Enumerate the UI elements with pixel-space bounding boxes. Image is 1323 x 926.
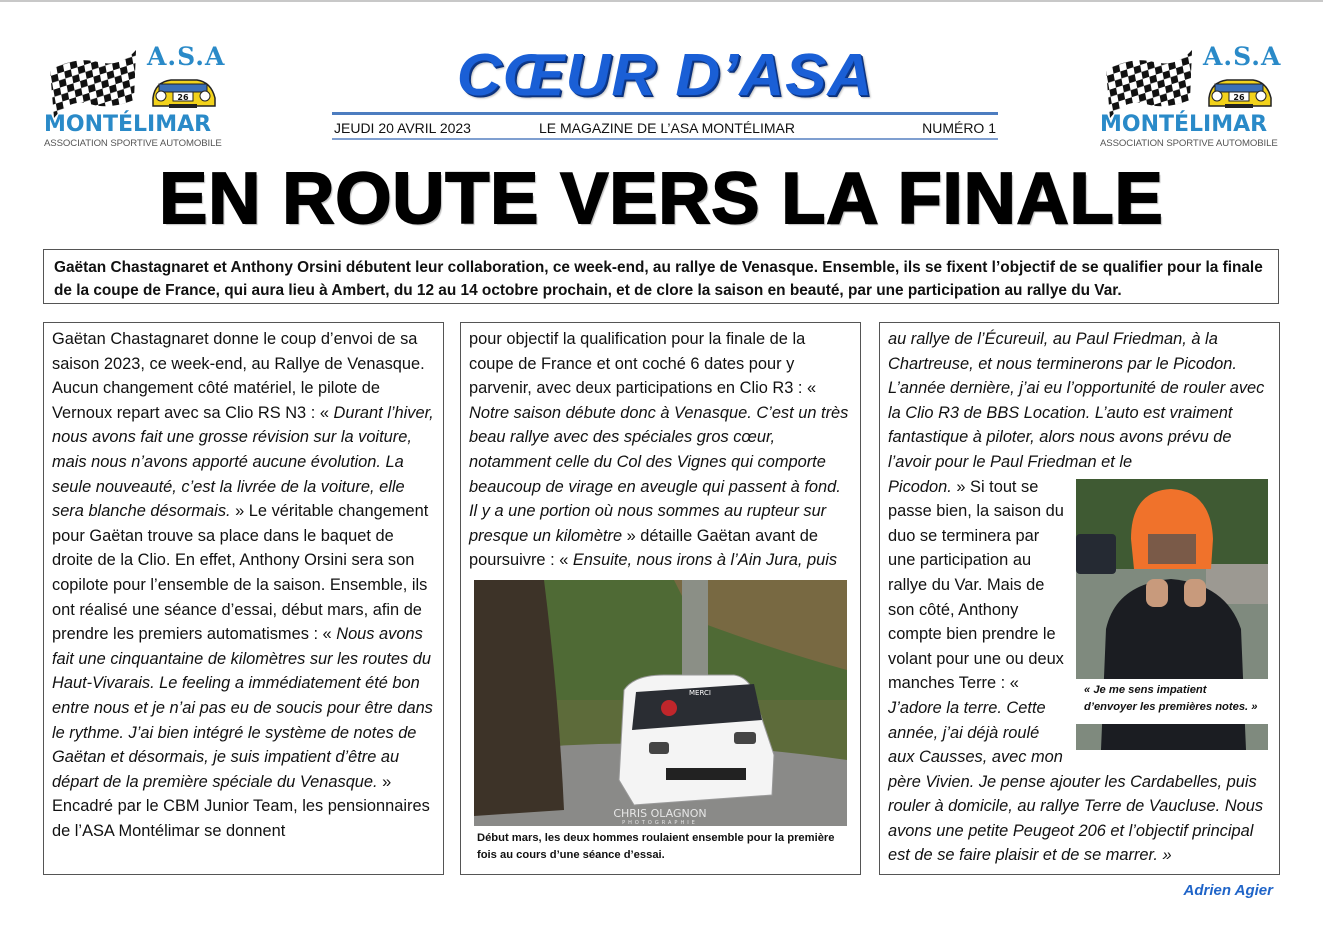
driver-photo-caption: « Je me sens impatient d’envoyer les premières notes. » xyxy=(1076,679,1268,724)
article-column-3 xyxy=(879,322,1280,875)
logo-asa-text: A.S.A xyxy=(147,42,226,71)
logo-subtitle: ASSOCIATION SPORTIVE AUTOMOBILE xyxy=(44,138,222,149)
masthead-rule-top xyxy=(332,112,998,115)
logo-city: MONTÉLIMAR xyxy=(44,112,212,137)
checkered-flag-icon xyxy=(1102,48,1194,120)
article-column-1 xyxy=(43,322,444,875)
lead-paragraph: Gaëtan Chastagnaret et Anthony Orsini débutent leur collaboration, ce week-end, au rallye de Venasque. Ensemble, ils se fixent l’objectif de se qualifier pour la finale de la coupe de France, qui aura lieu à Ambert, du 12 au 14 octobre prochain, et de clore la saison en beauté, par une participation au rallye du Var. xyxy=(43,249,1279,304)
column-2-text xyxy=(469,327,852,573)
quote-text: J’adore la terre. Cette année, j’ai déjà roulé aux Causses, avec mon père Vivien. Je pense ajouter les Cardabelles, puis rouler à domicile, au rallye Terre de Vaucluse. Nous avons une petite Peugeot 206 et l’objectif principal est de se faire plaisir et de se marrer. » xyxy=(888,698,1264,865)
column-3-text-top xyxy=(888,327,1271,475)
author-byline: Adrien Agier xyxy=(1183,882,1273,899)
asa-montelimar-logo-right xyxy=(1100,42,1280,147)
rally-car-photo xyxy=(474,580,847,826)
issue-date: JEUDI 20 AVRIL 2023 xyxy=(334,120,471,136)
car-number: 26 xyxy=(1233,93,1245,102)
body-text: » Si tout se passe bien, la saison du duo se terminera par une participation au rallye du Var. Mais de son côté, Anthony compte bien prendre le volant pour une ou deux manches Terre : « xyxy=(888,477,1064,693)
headline: EN ROUTE VERS LA FINALE xyxy=(159,159,1164,239)
photo-credit-sub: PHOTOGRAPHIE xyxy=(622,819,698,826)
logo-subtitle: ASSOCIATION SPORTIVE AUTOMOBILE xyxy=(1100,138,1278,149)
masthead xyxy=(332,42,998,136)
rally-car-icon xyxy=(1203,74,1275,114)
checkered-flag-icon xyxy=(46,48,138,120)
body-text: » détaille Gaëtan avant de poursuivre : « xyxy=(469,526,818,570)
photo-credit: CHRIS OLAGNON xyxy=(613,806,707,820)
logo-city: MONTÉLIMAR xyxy=(1100,112,1268,137)
car-photo-caption: Début mars, les deux hommes roulaient ensemble pour la première fois au cours d’une séance d’essai. xyxy=(477,831,835,861)
driver-photo-block xyxy=(1076,479,1268,750)
body-text: pour objectif la qualification pour la finale de la coupe de France et ont coché 6 dates pour y parvenir, avec deux participations en Clio R3 : « xyxy=(469,330,817,398)
asa-montelimar-logo-left xyxy=(44,42,224,147)
quote-text: Ensuite, nous irons à l’Ain Jura, puis xyxy=(572,551,838,570)
body-text: » Encadré par le CBM Junior Team, les pensionnaires de l’ASA Montélimar se donnent xyxy=(52,772,430,840)
masthead-rule-bottom xyxy=(332,138,998,140)
magazine-tagline: LE MAGAZINE DE L’ASA MONTÉLIMAR xyxy=(539,120,795,136)
article-column-2 xyxy=(460,322,861,875)
quote-text: Picodon. xyxy=(888,477,952,496)
magazine-title: CŒUR D’ASA xyxy=(456,42,874,109)
issue-number: NUMÉRO 1 xyxy=(922,120,996,136)
windscreen-banner: MERCI xyxy=(689,688,711,697)
car-number: 26 xyxy=(177,93,189,102)
quote-text: au rallye de l’Écureuil, au Paul Friedman, à la Chartreuse, et nous terminerons par le Picodon. L’année dernière, j’ai eu l’opportunité de rouler avec la Clio R3 de BBS Location. L’auto est vraiment fantastique à piloter, alors nous avons prévu de l’avoir pour le Paul Friedman et le xyxy=(888,330,1265,471)
quote-text: Durant l’hiver, nous avons fait une grosse révision sur la voiture, mais nous n’avons apporté aucune évolution. La seule nouveauté, c’est la livrée de la voiture, elle sera blanche désormais. xyxy=(52,403,434,521)
quote-text: Nous avons fait une cinquantaine de kilomètres sur les routes du Haut-Vivarais. Le feeling a immédiatement été bon entre nous et je n’ai pas eu de soucis pour être dans le rythme. J’ai bien intégré le système de notes de Gaëtan et désormais, je suis impatient d’être au départ de la première spéciale du Venasque. xyxy=(52,625,433,791)
logo-asa-text: A.S.A xyxy=(1203,42,1282,71)
column-1-text xyxy=(52,327,435,843)
quote-text: Notre saison débute donc à Venasque. C’est un très beau rallye avec des spéciales gros cœur, notamment celle du Col des Vignes qui comporte beaucoup de virage en aveugle qui passent à fond. Il y a une portion où nous sommes au rupteur sur presque un kilomètre xyxy=(469,403,849,545)
body-text: Gaëtan Chastagnaret donne le coup d’envoi de sa saison 2023, ce week-end, au Rallye de Venasque. Aucun changement côté matériel, le pilote de Vernoux repart avec sa Clio RS N3 : « xyxy=(52,330,425,422)
body-text: » Le véritable changement pour Gaëtan trouve sa place dans le baquet de droite de la Clio. En effet, Anthony Orsini sera son copilote pour l’ensemble de la saison. Ensemble, ils ont réalisé une séance d’essai, début mars, afin de prendre les premiers automatismes : « xyxy=(52,502,429,644)
rally-car-icon xyxy=(147,74,219,114)
